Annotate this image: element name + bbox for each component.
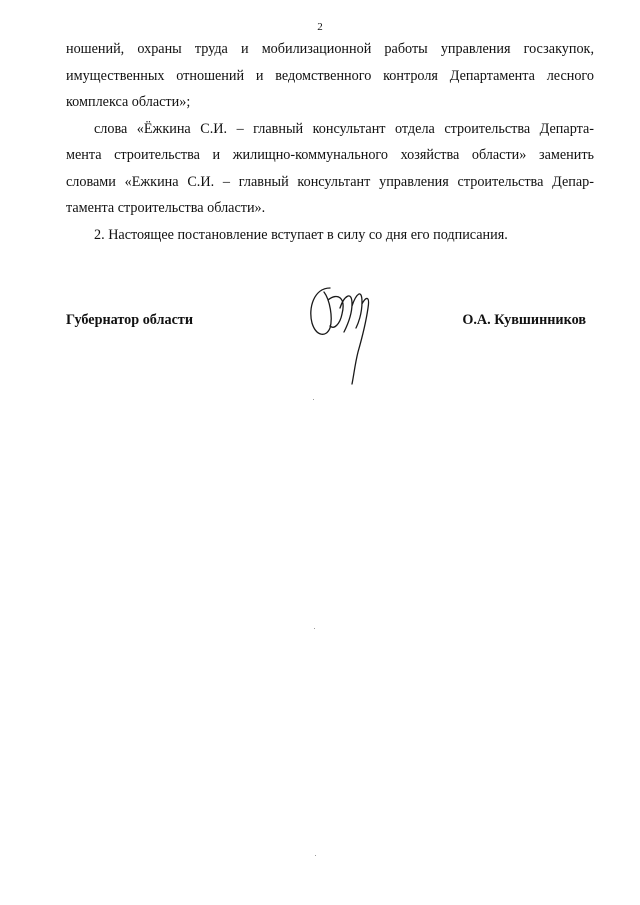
text-line: тамента строительства области». bbox=[66, 200, 266, 216]
paragraph-effective-date bbox=[66, 222, 594, 249]
text-line: 2. Настоящее постановление вступает в силу со дня его подписания. bbox=[94, 226, 508, 243]
text-line: комплекса области»; bbox=[66, 94, 191, 110]
text-line: имущественных отношений и ведомственного контроля Департамента лесного bbox=[66, 67, 594, 84]
paragraph-replacement-clause bbox=[66, 116, 594, 222]
page-number: 2 bbox=[317, 21, 323, 33]
paragraph-continuation bbox=[66, 36, 594, 116]
text-line: мента строительства и жилищно-коммунального хозяйства области» заменить bbox=[66, 147, 594, 163]
scan-speck bbox=[314, 628, 315, 629]
scan-speck bbox=[315, 855, 316, 856]
signer-name: О.А. Кувшинников bbox=[462, 312, 586, 328]
document-body bbox=[66, 36, 594, 248]
signer-title: Губернатор области bbox=[66, 312, 194, 328]
handwritten-signature bbox=[300, 278, 390, 388]
text-line: ношений, охраны труда и мобилизационной работы управления госзакупок, bbox=[66, 41, 594, 57]
text-line: слова «Ёжкина С.И. – главный консультант отдела строительства Департа- bbox=[94, 120, 594, 137]
text-line: словами «Ежкина С.И. – главный консультант управления строительства Депар- bbox=[66, 173, 594, 190]
scan-speck bbox=[313, 399, 314, 400]
